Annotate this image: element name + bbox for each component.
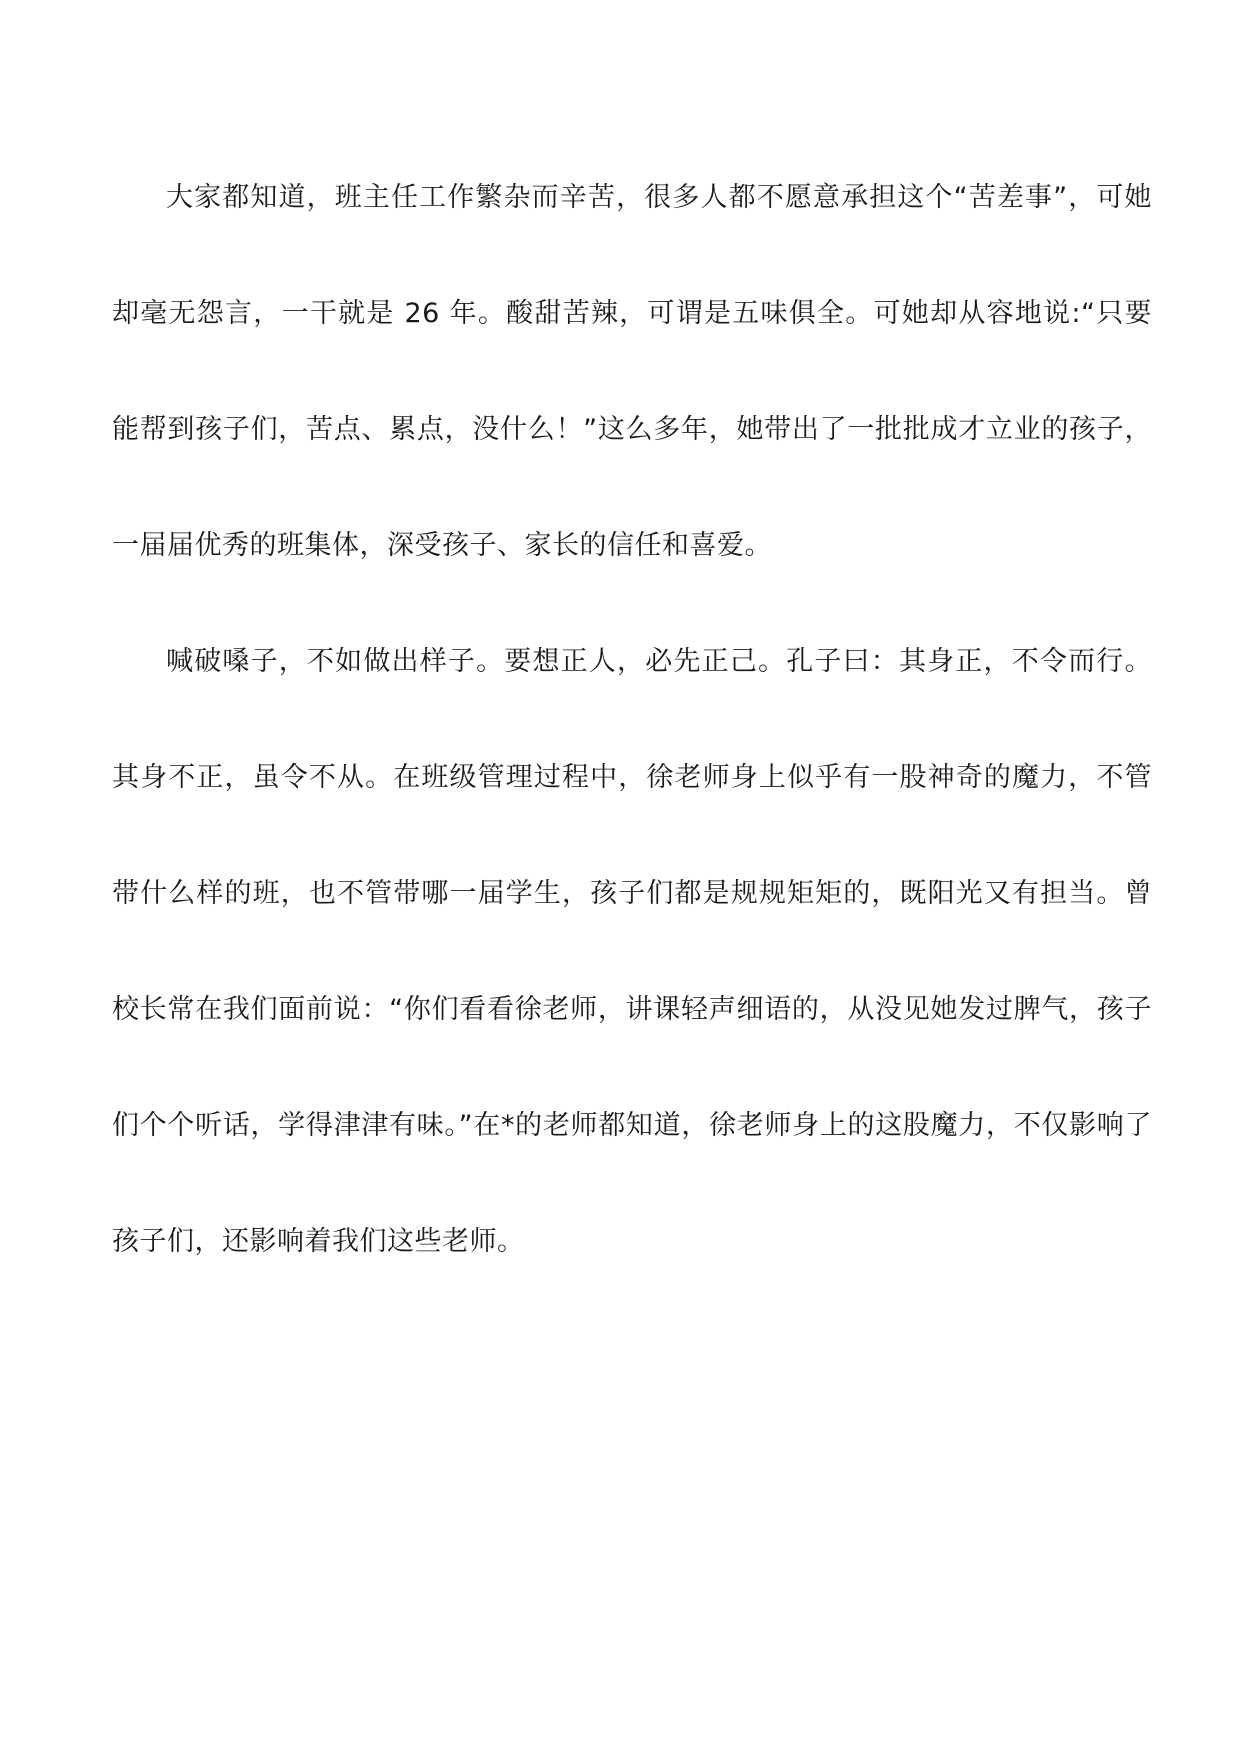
paragraph: 大家都知道，班主任工作繁杂而辛苦，很多人都不愿意承担这个“苦差事”，可她却毫无怨言，一干就是 26 年。酸甜苦辣，可谓是五味俱全。可她却从容地说:“只要能帮到孩子们，苦点、累点，没什么！”这么多年，她带出了一批批成才立业的孩子，一届届优秀的班集体，深受孩子、家长的信任和喜爱。 xyxy=(112,182,1152,561)
document-body xyxy=(112,140,1152,1300)
paragraph: 喊破嗓子，不如做出样子。要想正人，必先正己。孔子曰：其身正，不令而行。其身不正，虽令不从。在班级管理过程中，徐老师身上似乎有一股神奇的魔力，不管带什么样的班，也不管带哪一届学生，孩子们都是规规矩矩的，既阳光又有担当。曾校长常在我们面前说：“你们看看徐老师，讲课轻声细语的，从没见她发过脾气，孩子们个个听话，学得津津有味。”在*的老师都知道，徐老师身上的这股魔力，不仅影响了孩子们，还影响着我们这些老师。 xyxy=(112,646,1152,1257)
